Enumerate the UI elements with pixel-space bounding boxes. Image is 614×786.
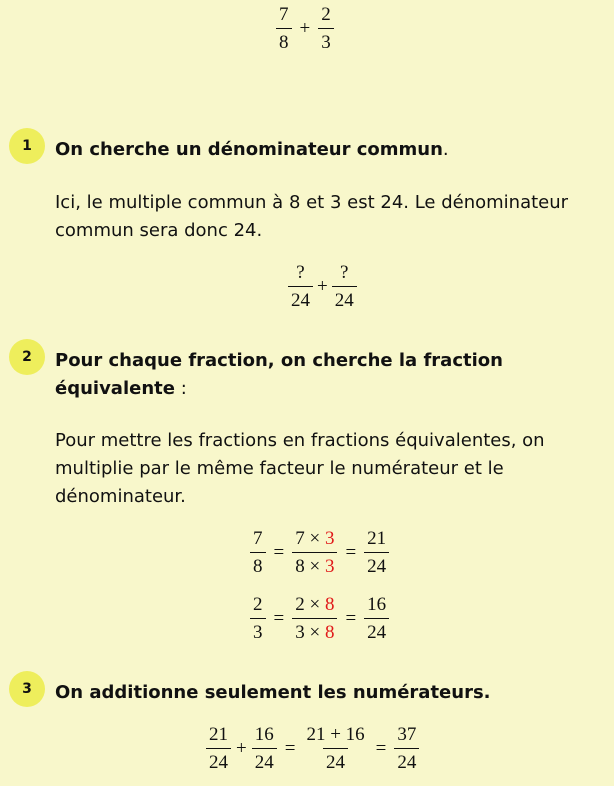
fraction: $\frac{?}{24}$ — [288, 262, 313, 312]
plus-operator: + — [317, 276, 328, 297]
step-2-badge: 2 — [9, 339, 45, 375]
factor: 3 — [324, 528, 335, 549]
fraction: $\frac{16}{24}$ — [252, 724, 277, 774]
step-2-heading: Pour chaque fraction, on cherche la fraction équivalente : — [55, 350, 503, 399]
fraction: $\frac{37}{24}$ — [394, 724, 419, 774]
fraction: $\frac{21 + 16}{24}$ — [306, 724, 365, 773]
factor: 8 — [324, 622, 335, 643]
fraction: $\frac{16}{24}$ — [364, 594, 389, 644]
factor: 8 — [324, 594, 335, 615]
step-1-heading: On cherche un dénominateur commun. — [55, 139, 449, 160]
step-3-heading: On additionne seulement les numérateurs. — [55, 682, 491, 703]
step-2-body: Pour mettre les fractions en fractions équivalentes, on multiplie par le même facteur le numérateur et le dénominateur. — [55, 430, 545, 507]
factor: 3 — [324, 556, 335, 577]
fraction: $\frac{7}{8}$ — [250, 528, 266, 578]
plus-operator: + — [299, 18, 311, 39]
step-3-badge: 3 — [9, 671, 45, 707]
step-1-badge: 1 — [9, 128, 45, 164]
fraction: $\frac{?}{24}$ — [332, 262, 357, 312]
fraction: $\frac{2}{3}$ — [318, 4, 334, 54]
fraction: $\frac{21}{24}$ — [364, 528, 389, 578]
fraction: $\frac{2 \times 8}{3 \times 8}$ — [292, 594, 337, 644]
top-expression — [274, 4, 336, 54]
equivalent-fraction-equation-1: $\frac{7}{8}$ = $\frac{7 \times 3}{8 \times 3}$ = $\frac{21}{24}$ — [248, 528, 391, 578]
step-3-expression: $\frac{21}{24}$ + $\frac{16}{24}$ = $\frac{21 + 16}{24}$ = $\frac{37}{24}$ — [204, 724, 421, 774]
equivalent-fraction-equation-2: $\frac{2}{3}$ = $\frac{2 \times 8}{3 \times 8}$ = $\frac{16}{24}$ — [248, 594, 391, 644]
step-1-body: Ici, le multiple commun à 8 et 3 est 24. Le dénominateur commun sera donc 24. — [55, 192, 569, 241]
fraction: $\frac{7 \times 3}{8 \times 3}$ — [292, 528, 337, 578]
fraction: $\frac{2}{3}$ — [250, 594, 266, 644]
step-1-expression — [286, 262, 359, 312]
fraction: $\frac{21}{24}$ — [206, 724, 231, 774]
fraction: $\frac{7}{8}$ — [276, 4, 292, 54]
